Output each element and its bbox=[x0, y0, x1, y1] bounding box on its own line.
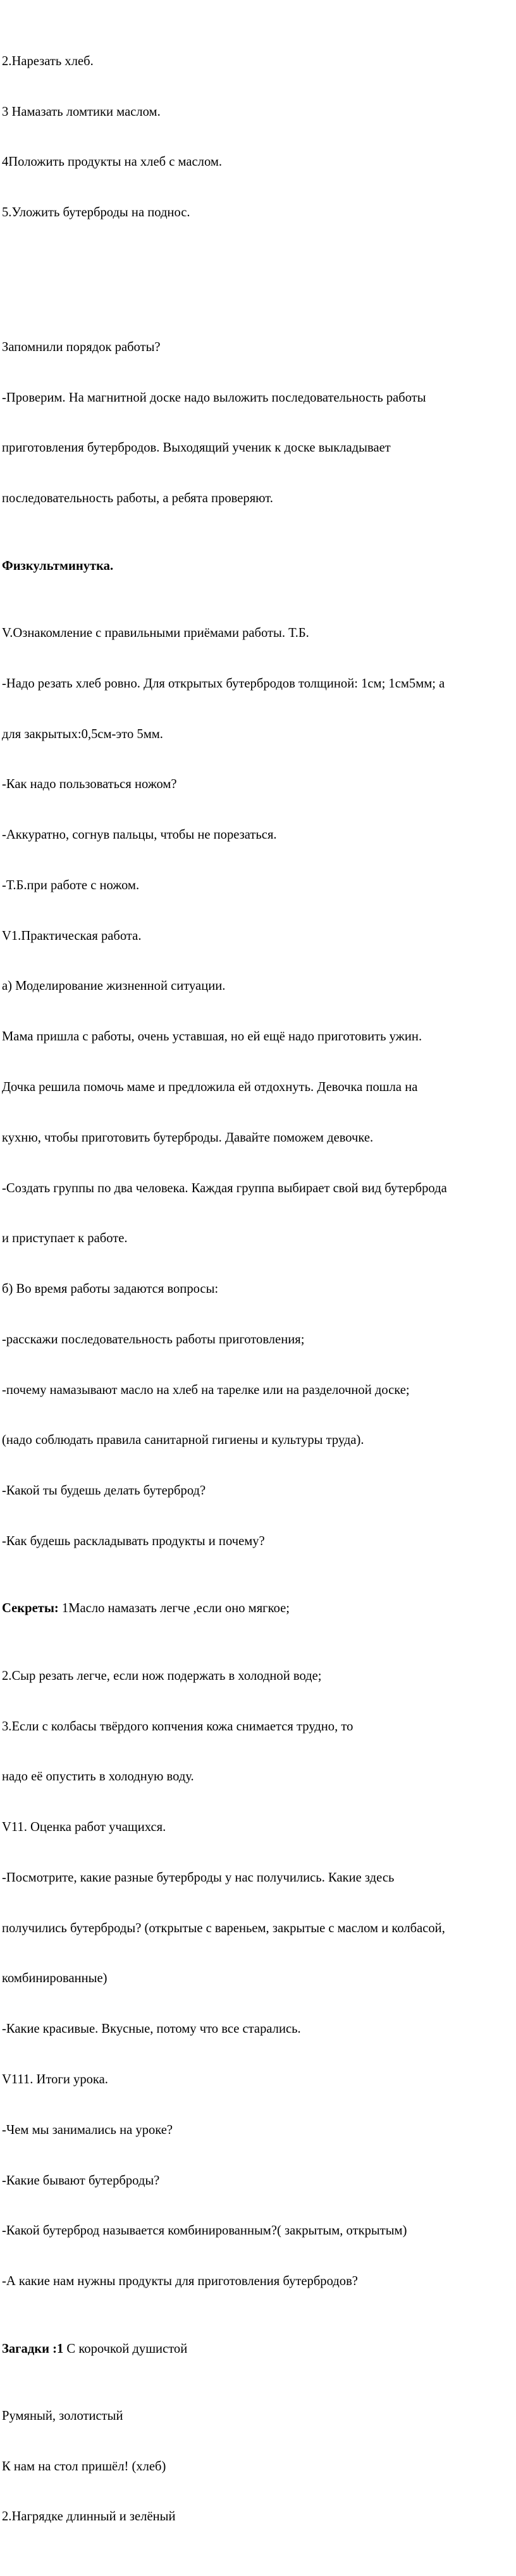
text-line: 3.Если с колбасы твёрдого копчения кожа снимается трудно, то bbox=[2, 1719, 353, 1734]
text-line: -Создать группы по два человека. Каждая группа выбирает свой вид бутерброда bbox=[2, 1181, 447, 1195]
text-line: -Как надо пользоваться ножом? bbox=[2, 777, 177, 792]
text-line: 4Положить продукты на хлеб с маслом. bbox=[2, 155, 223, 169]
blank-line bbox=[2, 272, 516, 289]
riddles-label: Загадки :1 bbox=[2, 2341, 64, 2356]
text-line: для закрытых:0,5см-это 5мм. bbox=[2, 727, 163, 741]
text-line: -Посмотрите, какие разные бутерброды у нас получились. Какие здесь bbox=[2, 1870, 395, 1885]
text-line: а) Моделирование жизненной ситуации. bbox=[2, 979, 226, 994]
text-line: -Надо резать хлеб ровно. Для открытых бутербродов толщиной: 1см; 1см5мм; а bbox=[2, 676, 445, 691]
riddles-text: С корочкой душистой bbox=[63, 2341, 188, 2356]
text-line: Румяный, золотистый bbox=[2, 2408, 123, 2423]
text-line: последовательность работы, а ребята проверяют. bbox=[2, 491, 273, 506]
text-line: V.Ознакомление с правильными приёмами работы. Т.Б. bbox=[2, 626, 309, 640]
text-line: V1.Практическая работа. bbox=[2, 928, 142, 943]
text-line: приготовления бутербродов. Выходящий ученик к доске выкладывает bbox=[2, 441, 391, 455]
riddles-line bbox=[2, 2341, 516, 2358]
text-line: 2.Нагрядке длинный и зелёный bbox=[2, 2510, 176, 2524]
fizkultminutka-heading: Физкультминутка. bbox=[2, 558, 114, 573]
text-line: -Какой ты будешь делать бутерброд? bbox=[2, 1484, 206, 1498]
text-line: -Проверим. На магнитной доске надо выложить последовательность работы bbox=[2, 390, 426, 405]
text-line: 2.Нарезать хлеб. bbox=[2, 54, 94, 68]
text-line: б) Во время работы задаются вопросы: bbox=[2, 1282, 219, 1297]
text-line: К нам на стол пришёл! (хлеб) bbox=[2, 2459, 166, 2474]
text-line: Дочка решила помочь маме и предложила ей отдохнуть. Девочка пошла на bbox=[2, 1080, 418, 1094]
text-line: (надо соблюдать правила санитарной гигиены и культуры труда). bbox=[2, 1433, 364, 1448]
secrets-label: Секреты: bbox=[2, 1601, 59, 1616]
text-line: -А какие нам нужны продукты для приготовления бутербродов? bbox=[2, 2274, 358, 2289]
text-line: -почему намазывают масло на хлеб на тарелке или на разделочной доске; bbox=[2, 1383, 410, 1397]
text-line: 3 Намазать ломтики маслом. bbox=[2, 104, 161, 119]
text-line: Запомнили порядок работы? bbox=[2, 340, 161, 354]
text-line: V111. Итоги урока. bbox=[2, 2073, 108, 2087]
text-line: надо её опустить в холодную воду. bbox=[2, 1770, 194, 1784]
text-line: получились бутерброды? (открытые с вареньем, закрытые с маслом и колбасой, bbox=[2, 1921, 445, 1935]
text-line: Мама пришла с работы, очень уставшая, но ей ещё надо приготовить ужин. bbox=[2, 1030, 422, 1044]
text-line: -Какой бутерброд называется комбинированным?( закрытым, открытым) bbox=[2, 2224, 407, 2238]
text-line: комбинированные) bbox=[2, 1971, 108, 1986]
text-line: -Какие красивые. Вкусные, потому что все старались. bbox=[2, 2022, 301, 2037]
text-line: -Чем мы занимались на уроке? bbox=[2, 2123, 173, 2137]
text-line: -Какие бывают бутерброды? bbox=[2, 2173, 160, 2188]
text-line: 2.Сыр резать легче, если нож подержать в холодной воде; bbox=[2, 1668, 322, 1683]
text-line: -Аккуратно, согнув пальцы, чтобы не порезаться. bbox=[2, 828, 277, 842]
text-line: -расскажи последовательность работы приготовления; bbox=[2, 1332, 305, 1347]
text-line: и приступает к работе. bbox=[2, 1231, 128, 1246]
text-line: -Как будешь раскладывать продукты и почему? bbox=[2, 1534, 265, 1549]
text-line: 5.Уложить бутерброды на поднос. bbox=[2, 206, 190, 220]
text-line: V11. Оценка работ учащихся. bbox=[2, 1820, 166, 1835]
document-body bbox=[2, 3, 516, 2576]
text-line: -Т.Б.при работе с ножом. bbox=[2, 878, 140, 892]
secrets-text: 1Масло намазать легче ,если оно мягкое; bbox=[58, 1601, 290, 1616]
text-line: кухню, чтобы приготовить бутерброды. Давайте поможем девочке. bbox=[2, 1130, 374, 1145]
secrets-line bbox=[2, 1600, 516, 1617]
